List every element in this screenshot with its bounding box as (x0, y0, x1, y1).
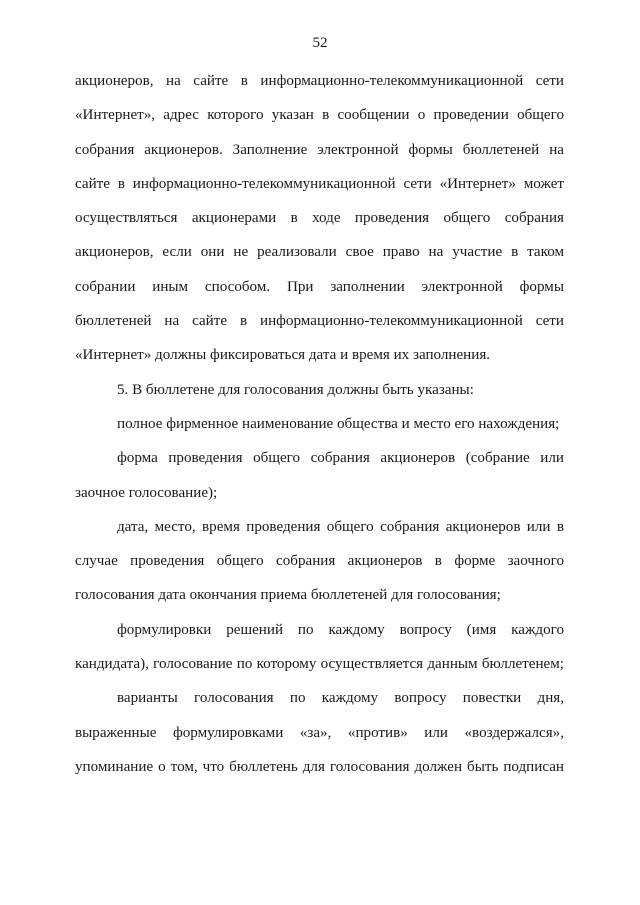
text-line: голосования дата окончания приема бюллетеней для голосования; (75, 587, 501, 604)
text-line: упоминание о том, что бюллетень для голосования должен быть подписан (75, 758, 564, 775)
text-line: собрания акционеров. Заполнение электронной формы бюллетеней на (75, 141, 564, 158)
text-line: «Интернет», адрес которого указан в сообщении о проведении общего (75, 107, 564, 124)
page-number: 52 (312, 35, 328, 51)
text-line: случае проведения общего собрания акционеров в форме заочного (75, 553, 564, 570)
text-line: «Интернет» должны фиксироваться дата и время их заполнения. (75, 347, 491, 364)
text-line: выраженные формулировками «за», «против» или «воздержался», (75, 724, 564, 741)
text-line: осуществляться акционерами в ходе проведения общего собрания (75, 210, 564, 227)
text-line: заочное голосование); (75, 484, 218, 501)
text-line: бюллетеней на сайте в информационно-телекоммуникационной сети (75, 313, 564, 330)
text-line: акционеров, если они не реализовали свое право на участие в таком (75, 244, 564, 261)
text-line: кандидата), голосование по которому осуществляется данным бюллетенем; (75, 656, 564, 673)
text-line: варианты голосования по каждому вопросу повестки дня, (117, 690, 564, 707)
text-line: собрании иным способом. При заполнении электронной формы (75, 278, 564, 295)
text-line: акционеров, на сайте в информационно-телекоммуникационной сети (75, 73, 564, 89)
text-line: полное фирменное наименование общества и место его нахождения; (117, 415, 560, 432)
text-line: дата, место, время проведения общего собрания акционеров или в (117, 518, 564, 535)
text-line: 5. В бюллетене для голосования должны быть указаны: (117, 381, 474, 398)
text-line: форма проведения общего собрания акционеров (собрание или (117, 450, 564, 467)
body-text (75, 71, 564, 791)
text-line: формулировки решений по каждому вопросу (имя каждого (117, 621, 564, 638)
text-line: сайте в информационно-телекоммуникационной сети «Интернет» может (75, 175, 564, 192)
